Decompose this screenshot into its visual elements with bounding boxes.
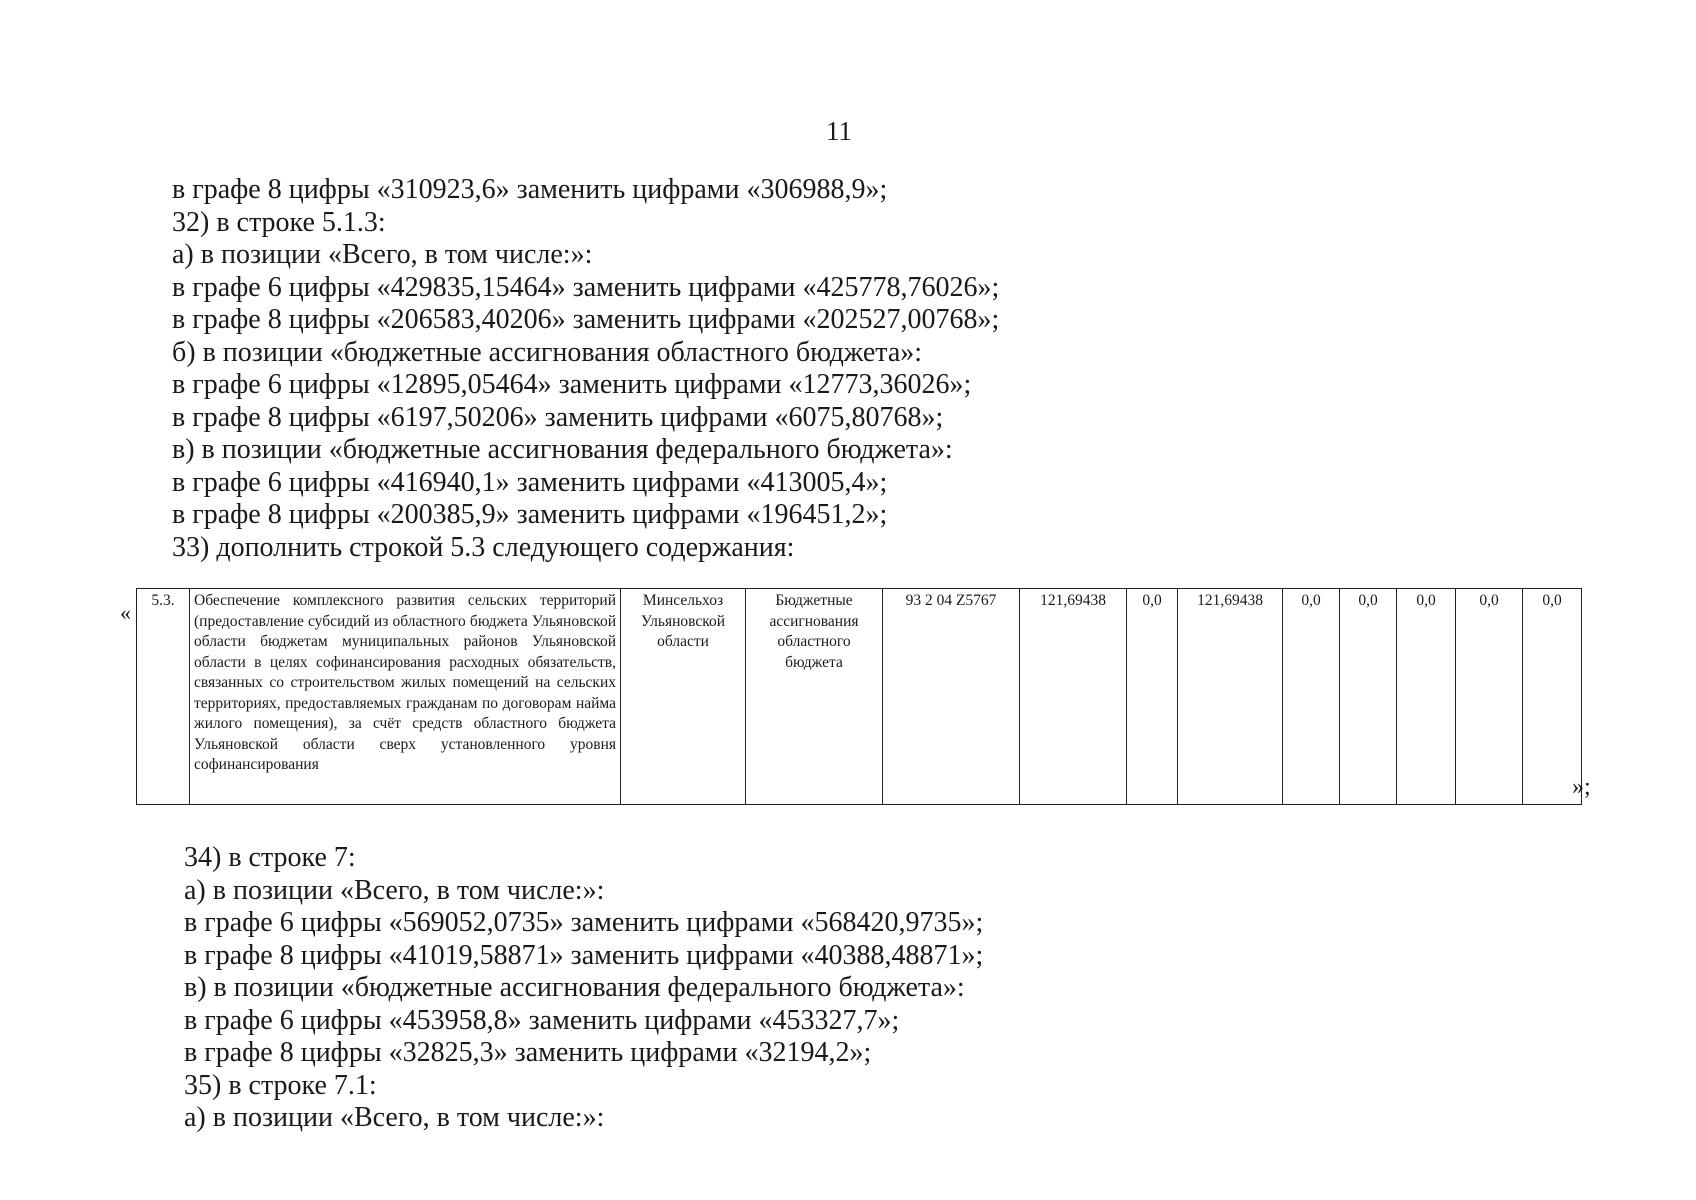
- text-line: 34) в строке 7:: [184, 842, 356, 873]
- row-funding-source-cell: Бюджетные ассигнования областного бюджета: [746, 589, 883, 805]
- row-value-cell: 0,0: [1283, 589, 1340, 805]
- row-executor-cell: Минсельхоз Ульяновской области: [621, 589, 746, 805]
- amendment-text-top: [172, 174, 999, 564]
- text-line: в графе 8 цифры «6197,50206» заменить цифрами «6075,80768»;: [172, 401, 944, 433]
- text-line: в графе 6 цифры «569052,0735» заменить цифрами «568420,9735»;: [184, 907, 984, 938]
- text-line: а) в позиции «Всего, в том числе:»:: [184, 1102, 605, 1133]
- row-budget-code-cell: 93 2 04 Z5767: [883, 589, 1020, 805]
- row-value-cell: 0,0: [1397, 589, 1456, 805]
- text-line: в) в позиции «бюджетные ассигнования федерального бюджета»:: [184, 972, 965, 1003]
- page-number: 11: [826, 116, 852, 146]
- amendment-text-bottom: [184, 842, 983, 1135]
- text-line: 35) в строке 7.1:: [184, 1069, 377, 1101]
- text-line: в графе 8 цифры «310923,6» заменить цифрами «306988,9»;: [172, 174, 888, 205]
- text-line: а) в позиции «Всего, в том числе:»:: [172, 239, 593, 270]
- text-line: в графе 8 цифры «200385,9» заменить цифрами «196451,2»;: [172, 499, 888, 530]
- row-value-cell: 0,0: [1340, 589, 1397, 805]
- text-line: в графе 6 цифры «453958,8» заменить цифрами «453327,7»;: [184, 1004, 900, 1036]
- row-value-cell: 121,69438: [1020, 589, 1127, 805]
- table-close-quote: »;: [1572, 774, 1591, 800]
- row-value-cell: 0,0: [1456, 589, 1523, 805]
- row-value-cell: 121,69438: [1178, 589, 1283, 805]
- text-line: 33) дополнить строкой 5.3 следующего содержания:: [172, 531, 795, 563]
- text-line: в графе 8 цифры «206583,40206» заменить цифрами «202527,00768»;: [172, 304, 1000, 335]
- table-row: [137, 589, 1582, 805]
- text-line: а) в позиции «Всего, в том числе:»:: [184, 874, 605, 906]
- text-line: в графе 8 цифры «41019,58871» заменить цифрами «40388,48871»;: [184, 939, 984, 971]
- table-open-quote: «: [120, 600, 131, 625]
- row-description-cell: Обеспечение комплексного развития сельских территорий (предоставление субсидий из областного бюджета Ульяновской области бюджетам муниципальных районов Ульяновской области в целях софинансирования расходных обязательств, связанных со строительством жилых помещений на сельских территориях, предоставляемых гражданам по договорам найма жилого помещения), за счёт средств областного бюджета Ульяновской области сверх установленного уровня софинансирования: [190, 589, 621, 805]
- row-value-cell: 0,0: [1127, 589, 1178, 805]
- text-line: в графе 6 цифры «429835,15464» заменить цифрами «425778,76026»;: [172, 271, 1000, 303]
- inserted-row-table: [136, 588, 1582, 805]
- text-line: в графе 8 цифры «32825,3» заменить цифрами «32194,2»;: [184, 1037, 872, 1068]
- text-line: в графе 6 цифры «12895,05464» заменить цифрами «12773,36026»;: [172, 369, 972, 400]
- row-number-cell: 5.3.: [137, 589, 190, 805]
- text-line: б) в позиции «бюджетные ассигнования областного бюджета»:: [172, 336, 923, 368]
- row-value-cell: 0,0: [1523, 589, 1582, 805]
- text-line: 32) в строке 5.1.3:: [172, 206, 386, 238]
- text-line: в) в позиции «бюджетные ассигнования федерального бюджета»:: [172, 434, 953, 465]
- text-line: в графе 6 цифры «416940,1» заменить цифрами «413005,4»;: [172, 466, 888, 498]
